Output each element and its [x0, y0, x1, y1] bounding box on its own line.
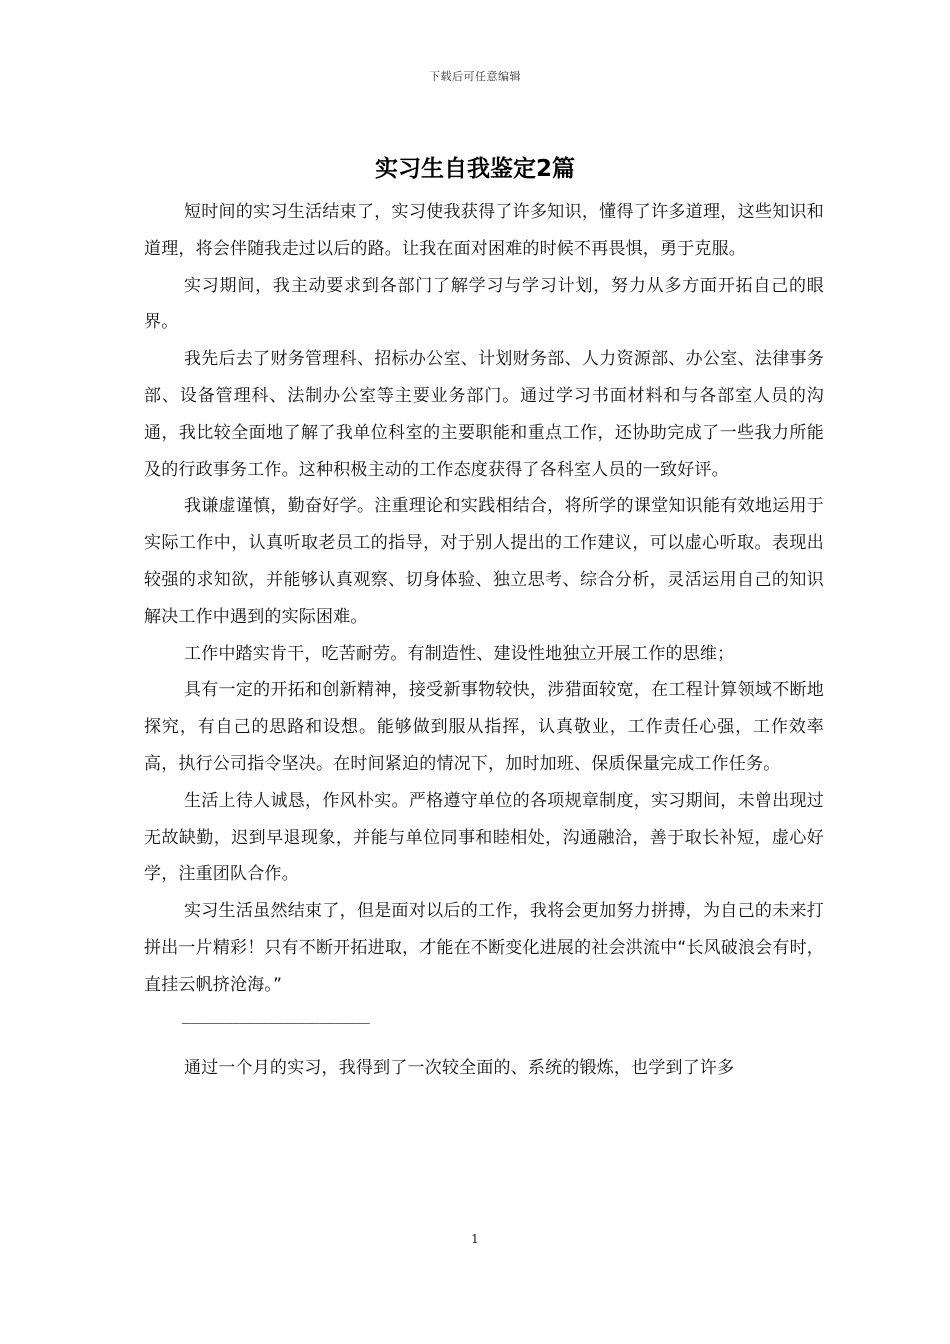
- document-body: [144, 194, 824, 1086]
- section-divider: ――――――――――――――――――――――――――: [182, 1015, 370, 1030]
- paragraph-9: 通过一个月的实习，我得到了一次较全面的、系统的锻炼，也学到了许多: [183, 1057, 735, 1078]
- header-note: 下载后可任意编辑: [429, 70, 521, 83]
- paragraph-3: 我先后去了财务管理科、招标办公室、计划财务部、人力资源部、办公室、法律事务部、设备管理科、法制办公室等主要业务部门。通过学习书面材料和与各部室人员的沟通，我比较全面地了解了我单位科室的主要职能和重点工作，还协助完成了一些我力所能及的行政事务工作。这种积极主动的工作态度获得了各科室人员的一致好评。: [144, 349, 824, 480]
- paragraph-7: 生活上待人诚恳，作风朴实。严格遵守单位的各项规章制度，实习期间，未曾出现过无故缺勤，迟到早退现象，并能与单位同事和睦相处，沟通融洽，善于取长补短，虚心好学，注重团队合作。: [144, 790, 824, 885]
- paragraph-1: 短时间的实习生活结束了，实习使我获得了许多知识，懂得了许多道理，这些知识和道理，将会伴随我走过以后的路。让我在面对困难的时候不再畏惧，勇于克服。: [144, 202, 824, 259]
- paragraph-5: 工作中踏实肯干，吃苦耐劳。有制造性、建设性地独立开展工作的思维；: [183, 643, 735, 664]
- paragraph-2: 实习期间，我主动要求到各部门了解学习与学习计划，努力从多方面开拓自己的眼界。: [144, 275, 824, 333]
- document-title: 实习生自我鉴定2篇: [374, 156, 575, 182]
- paragraph-6: 具有一定的开拓和创新精神，接受新事物较快，涉猎面较宽，在工程计算领域不断地探究，有自己的思路和设想。能够做到服从指挥，认真敬业，工作责任心强，工作效率高，执行公司指令坚决。在时间紧迫的情况下，加时加班、保质保量完成工作任务。: [144, 680, 824, 774]
- paragraph-4: 我谦虚谨慎，勤奋好学。注重理论和实践相结合，将所学的课堂知识能有效地运用于实际工作中，认真听取老员工的指导，对于别人提出的工作建议，可以虚心听取。表现出较强的求知欲，并能够认真观察、切身体验、独立思考、综合分析，灵活运用自己的知识解决工作中遇到的实际困难。: [144, 496, 824, 627]
- paragraph-8: 实习生活虽然结束了，但是面对以后的工作，我将会更加努力拼搏，为自己的未来打拼出一片精彩！只有不断开拓进取，才能在不断变化进展的社会洪流中“长风破浪会有时，直挂云帆挤沧海。”: [144, 901, 824, 995]
- page-number: 1: [471, 1232, 479, 1246]
